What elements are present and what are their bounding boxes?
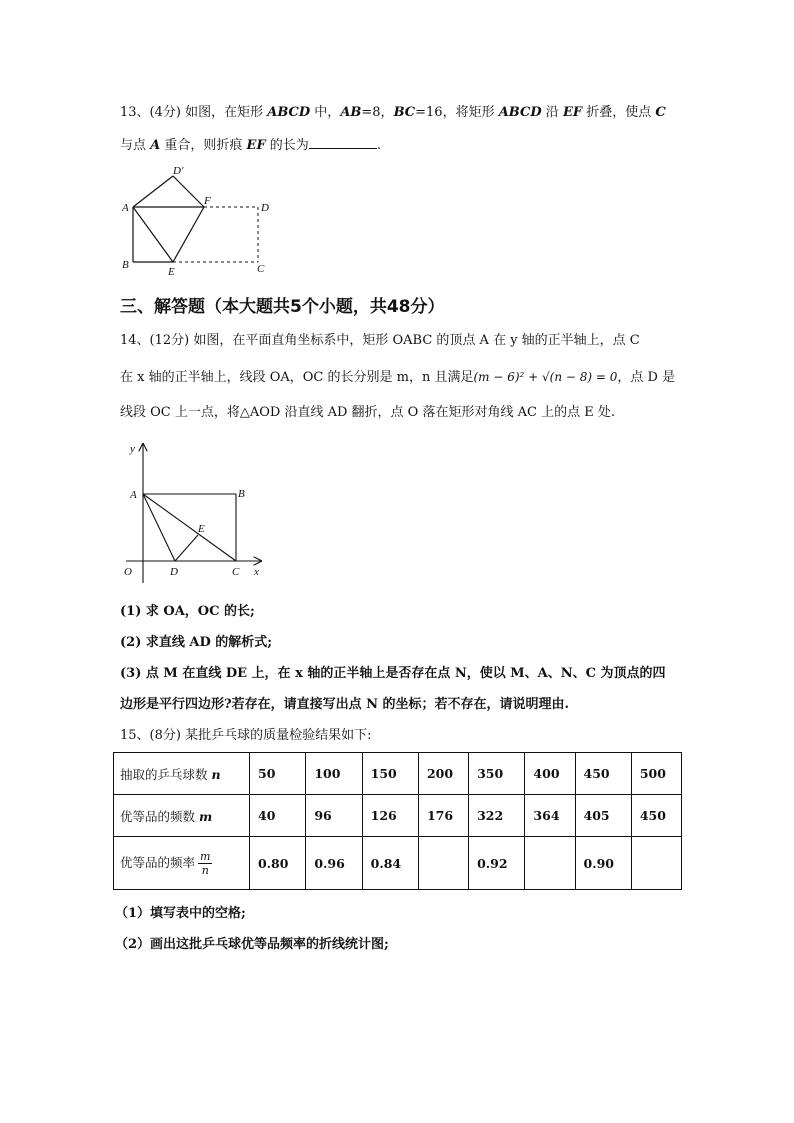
q13-var: A [150, 138, 161, 153]
segment-ad [143, 494, 175, 561]
table-row [114, 837, 682, 890]
q14-text: 在 x 轴的正半轴上，线段 OA，OC 的长分别是 m，n 且满足 [120, 370, 474, 385]
q13-line-1 [120, 104, 666, 122]
q13-var: AB [340, 105, 362, 120]
label-o: O [124, 566, 132, 578]
q14-line-1: 14、(12分) 如图，在平面直角坐标系中，矩形 OABC 的顶点 A 在 y 轴的正半轴上，点 C [120, 333, 640, 348]
table-cell: 126 [362, 795, 418, 837]
q13-line-2 [120, 135, 381, 155]
row-header-text: 优等品的频率 [120, 854, 196, 870]
table-cell: 0.96 [306, 837, 362, 890]
table-row [114, 753, 682, 795]
q13-var: EF [562, 105, 583, 120]
fraction-m-over-n [198, 850, 212, 877]
q13-var: ABCD [267, 105, 311, 120]
table-cell: 400 [525, 753, 575, 795]
q14-sub-2: (2) 求直线 AD 的解析式; [120, 635, 273, 650]
table-cell: 0.90 [575, 837, 631, 890]
table-cell: 450 [631, 795, 681, 837]
q14-line-2 [120, 368, 675, 387]
table-cell: 0.92 [469, 837, 525, 890]
q14-sub-1: (1) 求 OA，OC 的长; [120, 604, 255, 619]
q13-var: C [655, 105, 666, 120]
table-cell: 0.80 [250, 837, 306, 890]
table-cell: 100 [306, 753, 362, 795]
q15-sub-1: （1）填写表中的空格; [115, 906, 246, 921]
row-header-var: m [199, 808, 213, 824]
table-cell: 0.84 [362, 837, 418, 890]
q13-text: 折叠，使点 [582, 105, 652, 120]
fraction-numerator: m [200, 849, 211, 863]
q14-sub-3-line-1: (3) 点 M 在直线 DE 上，在 x 轴的正半轴上是否存在点 N，使以 M、A、N、C 为顶点的四 [120, 666, 666, 681]
diagonal-ac [143, 494, 236, 561]
q13-var: EF [246, 138, 266, 153]
table-cell: 350 [469, 753, 525, 795]
table-cell: 96 [306, 795, 362, 837]
table-cell: 200 [418, 753, 468, 795]
table-row [114, 795, 682, 837]
answer-blank[interactable] [309, 135, 377, 149]
table-cell: 450 [575, 753, 631, 795]
table-cell: 364 [525, 795, 575, 837]
row-header-text: 抽取的乒乓球数 [120, 766, 208, 782]
table-cell-blank[interactable] [418, 837, 468, 890]
row-header [114, 753, 250, 795]
table-cell: 50 [250, 753, 306, 795]
table-cell: 150 [362, 753, 418, 795]
q13-text: . [376, 138, 381, 153]
row-header [114, 795, 250, 837]
table-cell: 405 [575, 795, 631, 837]
q13-text: 重合，则折痕 [160, 138, 243, 153]
q13-text: 的长为 [265, 138, 309, 153]
row-header-text: 优等品的频数 [120, 808, 196, 824]
table-cell: 176 [418, 795, 468, 837]
segment-de [175, 535, 198, 561]
q13-text: 中， [310, 105, 341, 120]
segment-ad-prime [133, 176, 173, 207]
label-x: x [254, 566, 259, 578]
fraction-denominator: n [201, 863, 209, 877]
label-f: F [204, 195, 211, 207]
q14-sub-3-line-2: 边形是平行四边形?若存在，请直接写出点 N 的坐标；若不存在，请说明理由. [120, 697, 570, 712]
table-cell: 322 [469, 795, 525, 837]
label-a: A [130, 489, 137, 501]
segment-d-prime-f [173, 176, 204, 207]
frequency-table [113, 752, 682, 890]
row-header-var: n [211, 766, 221, 782]
q15-intro: 15、(8分) 某批乒乓球的质量检验结果如下: [120, 728, 372, 743]
q13-var: BC [393, 105, 416, 120]
q15-sub-2: （2）画出这批乒乓球优等品频率的折线统计图; [115, 937, 389, 952]
label-d: D [261, 202, 269, 214]
segment-ef [173, 207, 204, 262]
table-cell-blank[interactable] [525, 837, 575, 890]
q13-figure [116, 160, 286, 280]
label-b: B [122, 259, 129, 271]
row-header [114, 837, 250, 890]
label-b: B [238, 488, 245, 500]
label-y: y [130, 443, 135, 455]
q14-text: ，点 D 是 [617, 370, 676, 385]
label-d: D [170, 566, 178, 578]
q13-text: 13、(4分) 如图，在矩形 [120, 105, 264, 120]
q13-text: =16，将矩形 [415, 105, 495, 120]
label-c: C [257, 263, 265, 275]
q14-figure [116, 438, 276, 583]
q13-text: =8， [361, 105, 394, 120]
label-e: E [168, 266, 175, 278]
table-cell: 40 [250, 795, 306, 837]
q13-var: ABCD [498, 105, 542, 120]
q13-text: 与点 [120, 138, 147, 153]
q14-formula: (m − 6)² + √(n − 8) = 0 [473, 370, 618, 384]
label-c: C [232, 566, 240, 578]
q14-line-3: 线段 OC 上一点，将△AOD 沿直线 AD 翻折，点 O 落在矩形对角线 AC 上的点 E 处. [120, 405, 615, 420]
label-a: A [122, 202, 129, 214]
segment-ae [133, 207, 173, 262]
table-cell: 500 [631, 753, 681, 795]
section-title: 三、解答题（本大题共5个小题，共48分） [120, 297, 445, 317]
label-e: E [198, 523, 205, 535]
label-d-prime: D′ [173, 165, 184, 177]
q13-text: 沿 [541, 105, 559, 120]
table-cell-blank[interactable] [631, 837, 681, 890]
